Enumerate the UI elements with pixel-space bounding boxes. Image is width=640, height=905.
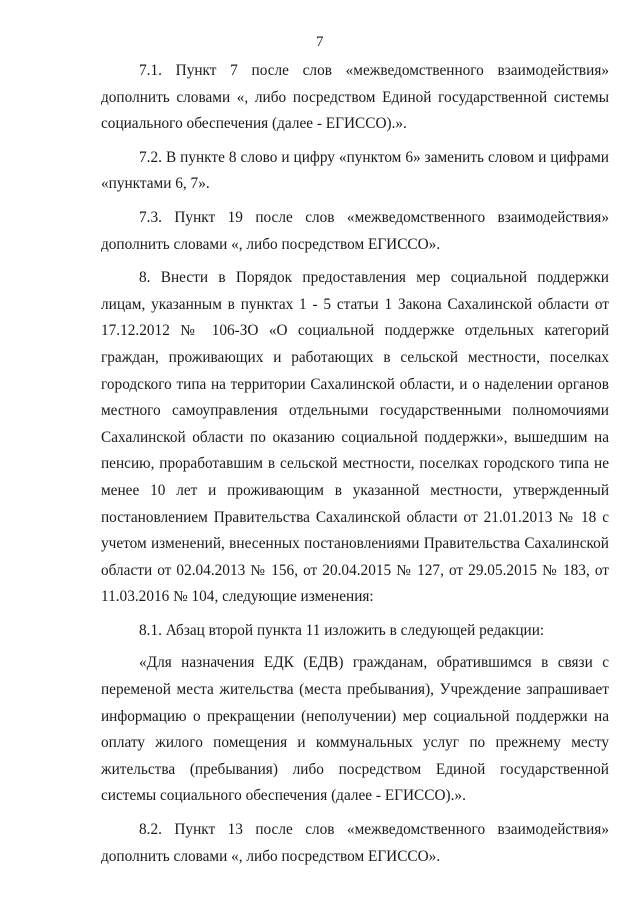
document-body [101, 58, 609, 877]
paragraph-7-1: 7.1. Пункт 7 после слов «межведомственного взаимодействия» дополнить словами «, либо посредством Единой государственной системы социального обеспечения (далее - ЕГИССО).». [101, 62, 609, 133]
paragraph-8-2: 8.2. Пункт 13 после слов «межведомственного взаимодействия» дополнить словами «, либо посредством ЕГИССО». [101, 821, 609, 865]
page-number: 7 [316, 34, 324, 50]
paragraph-8-1: 8.1. Абзац второй пункта 11 изложить в следующей редакции: [139, 621, 545, 639]
paragraph-7-3: 7.3. Пункт 19 после слов «межведомственного взаимодействия» дополнить словами «, либо посредством ЕГИССО». [101, 208, 609, 253]
paragraph-8: 8. Внести в Порядок предоставления мер социальной поддержки лицам, указанным в пунктах 1 - 5 статьи 1 Закона Сахалинской области от 17.12.2012 № 106-ЗО «О социальной поддержке отдельных категорий граждан, проживающих и работающих в сельской местности, поселках городского типа на территории Сахалинской области, и о наделении органов местного самоуправления отдельными государственными полномочиями Сахалинской области по оказанию социальной поддержки», вышедшим на пенсию, проработавшим в сельской местности, поселках городского типа не менее 10 лет и проживающим в указанной местности, утвержденный постановлением Правительства Сахалинской области от 21.01.2013 № 18 с учетом изменений, внесенных постановлениями Правительства Сахалинской области от 02.04.2013 № 156, от 20.04.2015 № 127, от 29.05.2015 № 183, от 11.03.2016 № 104, следующие изменения: [101, 269, 609, 606]
paragraph-8-1-quote: «Для назначения ЕДК (ЕДВ) гражданам, обратившимся в связи с переменой места жительства (места пребывания), Учреждение запрашивает информацию о прекращении (неполучении) мер социальной поддержки на оплату жилого помещения и коммунальных услуг по прежнему месту жительства (пребывания) либо посредством Единой государственной системы социального обеспечения (далее - ЕГИССО).». [101, 654, 609, 805]
paragraph-7-2: 7.2. В пункте 8 слово и цифру «пунктом 6» заменить словом и цифрами «пунктами 6, 7». [101, 148, 609, 193]
